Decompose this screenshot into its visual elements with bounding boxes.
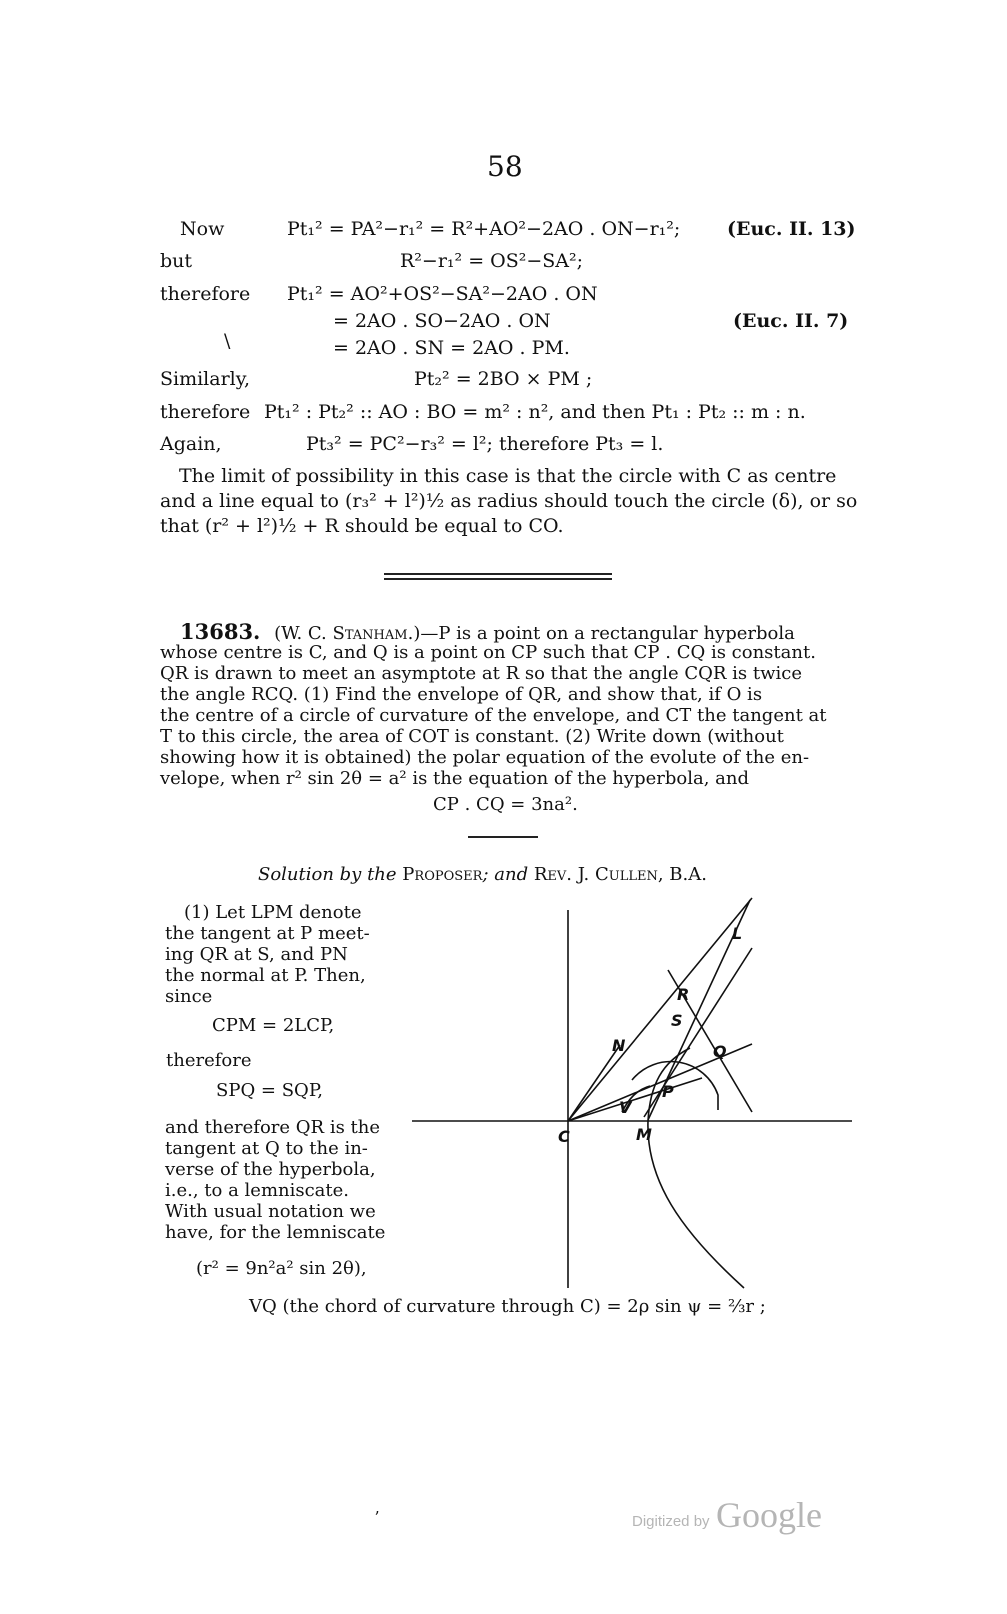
- left-therefore: therefore: [166, 1050, 252, 1071]
- equation-5: = 2AO . SN = 2AO . PM.: [333, 337, 570, 359]
- left-line-6: and therefore QR is the: [165, 1117, 381, 1138]
- line-label-therefore-1: therefore: [160, 283, 251, 305]
- label-V: V: [619, 1098, 632, 1117]
- left-line-1: (1) Let LPM denote: [184, 902, 362, 923]
- limit-line-3: that (r² + l²)½ + R should be equal to CO.: [160, 515, 564, 537]
- separator-rule-top: [384, 573, 612, 575]
- left-line-2: the tangent at P meet-: [165, 923, 370, 944]
- stray-mark: ʼ: [374, 1508, 380, 1527]
- euclid-ref-7: (Euc. II. 7): [733, 310, 849, 332]
- left-line-8: verse of the hyperbola,: [165, 1159, 376, 1180]
- equation-3: Pt₁² = AO²+OS²−SA²−2AO . ON: [287, 283, 598, 305]
- short-rule: [468, 836, 538, 838]
- label-C: C: [558, 1127, 570, 1146]
- line-label-again: Again,: [160, 433, 222, 455]
- solution-heading: [258, 864, 707, 886]
- problem-line-3: QR is drawn to meet an asymptote at R so that the angle CQR is twice: [160, 663, 802, 684]
- problem-final-equation: CP . CQ = 3na².: [433, 794, 578, 815]
- problem-number: 13683.: [180, 619, 261, 644]
- limit-line-1: The limit of possibility in this case is that the circle with C as centre: [179, 465, 837, 487]
- left-line-10: With usual notation we: [165, 1201, 376, 1222]
- label-N: N: [612, 1036, 626, 1055]
- left-equation-2: SPQ = SQP,: [216, 1080, 323, 1101]
- solution-rev: Rev. J. Cullen, B.A.: [533, 864, 707, 885]
- line-CL: [568, 898, 752, 1121]
- equation-7: Pt₁² : Pt₂² :: AO : BO = m² : n², and then Pt₁ : Pt₂ :: m : n.: [264, 401, 806, 423]
- solution-by: Solution by the: [258, 864, 397, 885]
- line-label-similarly: Similarly,: [160, 368, 250, 390]
- problem-line-1: —P is a point on a rectangular hyperbola: [420, 623, 795, 644]
- problem-line-5: the centre of a circle of curvature of the envelope, and CT the tangent at: [160, 705, 827, 726]
- label-R: R: [677, 985, 690, 1004]
- equation-8: Pt₃² = PC²−r₃² = l²; therefore Pt₃ = l.: [306, 433, 664, 455]
- problem-first-line: [180, 621, 795, 645]
- problem-line-8: velope, when r² sin 2θ = a² is the equation of the hyperbola, and: [160, 768, 749, 789]
- label-L: L: [732, 924, 743, 943]
- line-label-now: Now: [180, 218, 225, 240]
- geometry-figure: [400, 890, 860, 1300]
- left-line-4: the normal at P. Then,: [165, 965, 366, 986]
- label-M: M: [636, 1125, 652, 1144]
- line-label-but: but: [160, 250, 193, 272]
- limit-line-2: and a line equal to (r₃² + l²)½ as radius should touch the circle (δ), or so: [160, 490, 858, 512]
- google-logo: Google: [716, 1495, 822, 1535]
- left-line-5: since: [165, 986, 213, 1007]
- equation-4: = 2AO . SO−2AO . ON: [333, 310, 551, 332]
- left-line-11: have, for the lemniscate: [165, 1222, 386, 1243]
- equation-6: Pt₂² = 2BO × PM ;: [414, 368, 593, 390]
- left-line-9: i.e., to a lemniscate.: [165, 1180, 350, 1201]
- page-number: 58: [487, 150, 523, 183]
- left-line-3: ing QR at S, and PN: [165, 944, 348, 965]
- left-line-7: tangent at Q to the in-: [165, 1138, 368, 1159]
- solution-and: ; and: [482, 864, 529, 885]
- equation-1: Pt₁² = PA²−r₁² = R²+AO²−2AO . ON−r₁²;: [287, 218, 681, 240]
- stray-backslash: \: [224, 330, 231, 352]
- solution-proposer: Proposer: [402, 864, 483, 885]
- problem-line-7: showing how it is obtained) the polar equation of the evolute of the en-: [160, 747, 810, 768]
- problem-line-2: whose centre is C, and Q is a point on CP such that CP . CQ is constant.: [160, 642, 816, 663]
- line-label-therefore-2: therefore: [160, 401, 251, 423]
- euclid-ref-13: (Euc. II. 13): [727, 218, 856, 240]
- label-P: P: [662, 1082, 674, 1101]
- label-S: S: [671, 1011, 683, 1030]
- problem-line-4: the angle RCQ. (1) Find the envelope of QR, and show that, if O is: [160, 684, 763, 705]
- left-equation-1: CPM = 2LCP,: [212, 1015, 335, 1036]
- left-equation-3: (r² = 9n²a² sin 2θ),: [196, 1258, 367, 1279]
- watermark-prefix: Digitized by: [632, 1513, 710, 1530]
- label-Q: Q: [713, 1042, 727, 1061]
- problem-author: (W. C. Stanham.): [274, 623, 421, 644]
- equation-2: R²−r₁² = OS²−SA²;: [400, 250, 584, 272]
- line-long: [644, 948, 752, 1117]
- line-C-chord: [568, 1078, 702, 1121]
- separator-rule-bottom: [384, 578, 612, 580]
- problem-line-6: T to this circle, the area of COT is constant. (2) Write down (without: [160, 726, 784, 747]
- chord-of-curvature-line: VQ (the chord of curvature through C) = 2ρ sin ψ = ⅔r ;: [249, 1296, 766, 1317]
